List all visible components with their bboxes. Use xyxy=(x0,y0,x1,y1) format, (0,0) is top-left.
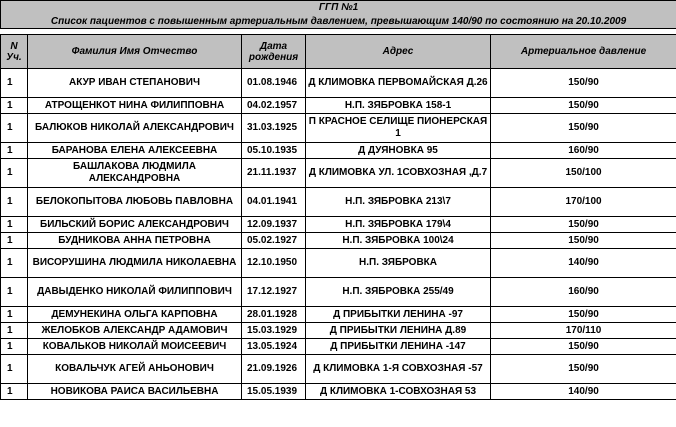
cell-num[interactable]: 1 xyxy=(1,355,28,384)
cell-dob[interactable]: 05.10.1935 xyxy=(242,143,306,159)
cell-bp[interactable]: 160/90 xyxy=(491,278,676,307)
table-row xyxy=(1,384,676,400)
cell-num[interactable]: 1 xyxy=(1,143,28,159)
cell-num[interactable]: 1 xyxy=(1,98,28,114)
cell-name[interactable]: КОВАЛЬКОВ НИКОЛАЙ МОИСЕЕВИЧ xyxy=(28,339,242,355)
cell-num[interactable]: 1 xyxy=(1,233,28,249)
table-row xyxy=(1,114,676,143)
cell-name[interactable]: ВИСОРУШИНА ЛЮДМИЛА НИКОЛАЕВНА xyxy=(28,249,242,278)
col-header-name[interactable]: Фамилия Имя Отчество xyxy=(28,35,242,69)
table-row xyxy=(1,249,676,278)
cell-num[interactable]: 1 xyxy=(1,278,28,307)
cell-dob[interactable]: 28.01.1928 xyxy=(242,307,306,323)
cell-address[interactable]: Д КЛИМОВКА 1-Я СОВХОЗНАЯ -57 xyxy=(306,355,491,384)
cell-dob[interactable]: 01.08.1946 xyxy=(242,69,306,98)
cell-num[interactable]: 1 xyxy=(1,339,28,355)
cell-name[interactable]: КОВАЛЬЧУК АГЕЙ АНЬОНОВИЧ xyxy=(28,355,242,384)
cell-address[interactable]: Д КЛИМОВКА УЛ. 1СОВХОЗНАЯ ,Д.7 xyxy=(306,159,491,188)
cell-num[interactable]: 1 xyxy=(1,307,28,323)
cell-bp[interactable]: 150/90 xyxy=(491,355,676,384)
cell-address[interactable]: Д ДУЯНОВКА 95 xyxy=(306,143,491,159)
cell-bp[interactable]: 140/90 xyxy=(491,249,676,278)
table-row xyxy=(1,69,676,98)
cell-num[interactable]: 1 xyxy=(1,159,28,188)
col-header-dob[interactable]: Дата рождения xyxy=(242,35,306,69)
cell-name[interactable]: БИЛЬСКИЙ БОРИС АЛЕКСАНДРОВИЧ xyxy=(28,217,242,233)
cell-num[interactable]: 1 xyxy=(1,323,28,339)
cell-dob[interactable]: 15.03.1929 xyxy=(242,323,306,339)
cell-bp[interactable]: 140/90 xyxy=(491,384,676,400)
org-title: ГГП №1 xyxy=(1,1,676,15)
cell-address[interactable]: П КРАСНОЕ СЕЛИЩЕ ПИОНЕРСКАЯ 1 xyxy=(306,114,491,143)
cell-bp[interactable]: 150/100 xyxy=(491,159,676,188)
cell-num[interactable]: 1 xyxy=(1,188,28,217)
cell-dob[interactable]: 12.10.1950 xyxy=(242,249,306,278)
cell-address[interactable]: Д КЛИМОВКА 1-СОВХОЗНАЯ 53 xyxy=(306,384,491,400)
cell-address[interactable]: Д ПРИБЫТКИ ЛЕНИНА -97 xyxy=(306,307,491,323)
table-row xyxy=(1,159,676,188)
cell-address[interactable]: Д ПРИБЫТКИ ЛЕНИНА -147 xyxy=(306,339,491,355)
col-header-bp[interactable]: Артериальное давление xyxy=(491,35,676,69)
cell-bp[interactable]: 160/90 xyxy=(491,143,676,159)
cell-name[interactable]: БЕЛОКОПЫТОВА ЛЮБОВЬ ПАВЛОВНА xyxy=(28,188,242,217)
table-row xyxy=(1,143,676,159)
cell-num[interactable]: 1 xyxy=(1,217,28,233)
table-row xyxy=(1,98,676,114)
cell-address[interactable]: Н.П. ЗЯБРОВКА 179\4 xyxy=(306,217,491,233)
table-row xyxy=(1,355,676,384)
cell-name[interactable]: БАШЛАКОВА ЛЮДМИЛА АЛЕКСАНДРОВНА xyxy=(28,159,242,188)
cell-dob[interactable]: 05.02.1927 xyxy=(242,233,306,249)
cell-address[interactable]: Н.П. ЗЯБРОВКА xyxy=(306,249,491,278)
cell-bp[interactable]: 150/90 xyxy=(491,114,676,143)
col-header-num[interactable]: N Уч. xyxy=(1,35,28,69)
report-subtitle: Список пациентов с повышенным артериальным давлением, превышающим 140/90 по состоянию на 20.10.2009 xyxy=(1,14,676,29)
cell-dob[interactable]: 17.12.1927 xyxy=(242,278,306,307)
cell-bp[interactable]: 170/100 xyxy=(491,188,676,217)
cell-dob[interactable]: 21.11.1937 xyxy=(242,159,306,188)
table-row xyxy=(1,278,676,307)
cell-num[interactable]: 1 xyxy=(1,69,28,98)
cell-bp[interactable]: 170/110 xyxy=(491,323,676,339)
cell-bp[interactable]: 150/90 xyxy=(491,98,676,114)
table-row xyxy=(1,188,676,217)
cell-num[interactable]: 1 xyxy=(1,249,28,278)
cell-name[interactable]: НОВИКОВА РАИСА ВАСИЛЬЕВНА xyxy=(28,384,242,400)
cell-dob[interactable]: 12.09.1937 xyxy=(242,217,306,233)
cell-address[interactable]: Н.П. ЗЯБРОВКА 100\24 xyxy=(306,233,491,249)
cell-address[interactable]: Н.П. ЗЯБРОВКА 158-1 xyxy=(306,98,491,114)
cell-bp[interactable]: 150/90 xyxy=(491,217,676,233)
cell-dob[interactable]: 04.02.1957 xyxy=(242,98,306,114)
table-row xyxy=(1,323,676,339)
table-row xyxy=(1,339,676,355)
cell-dob[interactable]: 13.05.1924 xyxy=(242,339,306,355)
col-header-address[interactable]: Адрес xyxy=(306,35,491,69)
cell-num[interactable]: 1 xyxy=(1,384,28,400)
cell-bp[interactable]: 150/90 xyxy=(491,307,676,323)
cell-bp[interactable]: 150/90 xyxy=(491,339,676,355)
cell-address[interactable]: Д КЛИМОВКА ПЕРВОМАЙСКАЯ Д.26 xyxy=(306,69,491,98)
cell-dob[interactable]: 21.09.1926 xyxy=(242,355,306,384)
table-row xyxy=(1,217,676,233)
cell-name[interactable]: БАЛЮКОВ НИКОЛАЙ АЛЕКСАНДРОВИЧ xyxy=(28,114,242,143)
cell-name[interactable]: ДЕМУНЕКИНА ОЛЬГА КАРПОВНА xyxy=(28,307,242,323)
cell-address[interactable]: Н.П. ЗЯБРОВКА 255/49 xyxy=(306,278,491,307)
cell-name[interactable]: БУДНИКОВА АННА ПЕТРОВНА xyxy=(28,233,242,249)
cell-address[interactable]: Н.П. ЗЯБРОВКА 213\7 xyxy=(306,188,491,217)
cell-name[interactable]: БАРАНОВА ЕЛЕНА АЛЕКСЕЕВНА xyxy=(28,143,242,159)
cell-bp[interactable]: 150/90 xyxy=(491,69,676,98)
cell-dob[interactable]: 04.01.1941 xyxy=(242,188,306,217)
cell-bp[interactable]: 150/90 xyxy=(491,233,676,249)
table-row xyxy=(1,307,676,323)
cell-name[interactable]: АТРОЩЕНКОТ НИНА ФИЛИППОВНА xyxy=(28,98,242,114)
cell-num[interactable]: 1 xyxy=(1,114,28,143)
cell-dob[interactable]: 31.03.1925 xyxy=(242,114,306,143)
cell-name[interactable]: ДАВЫДЕНКО НИКОЛАЙ ФИЛИППОВИЧ xyxy=(28,278,242,307)
cell-address[interactable]: Д ПРИБЫТКИ ЛЕНИНА Д.89 xyxy=(306,323,491,339)
cell-dob[interactable]: 15.05.1939 xyxy=(242,384,306,400)
cell-name[interactable]: АКУР ИВАН СТЕПАНОВИЧ xyxy=(28,69,242,98)
cell-name[interactable]: ЖЕЛОБКОВ АЛЕКСАНДР АДАМОВИЧ xyxy=(28,323,242,339)
table-row xyxy=(1,233,676,249)
